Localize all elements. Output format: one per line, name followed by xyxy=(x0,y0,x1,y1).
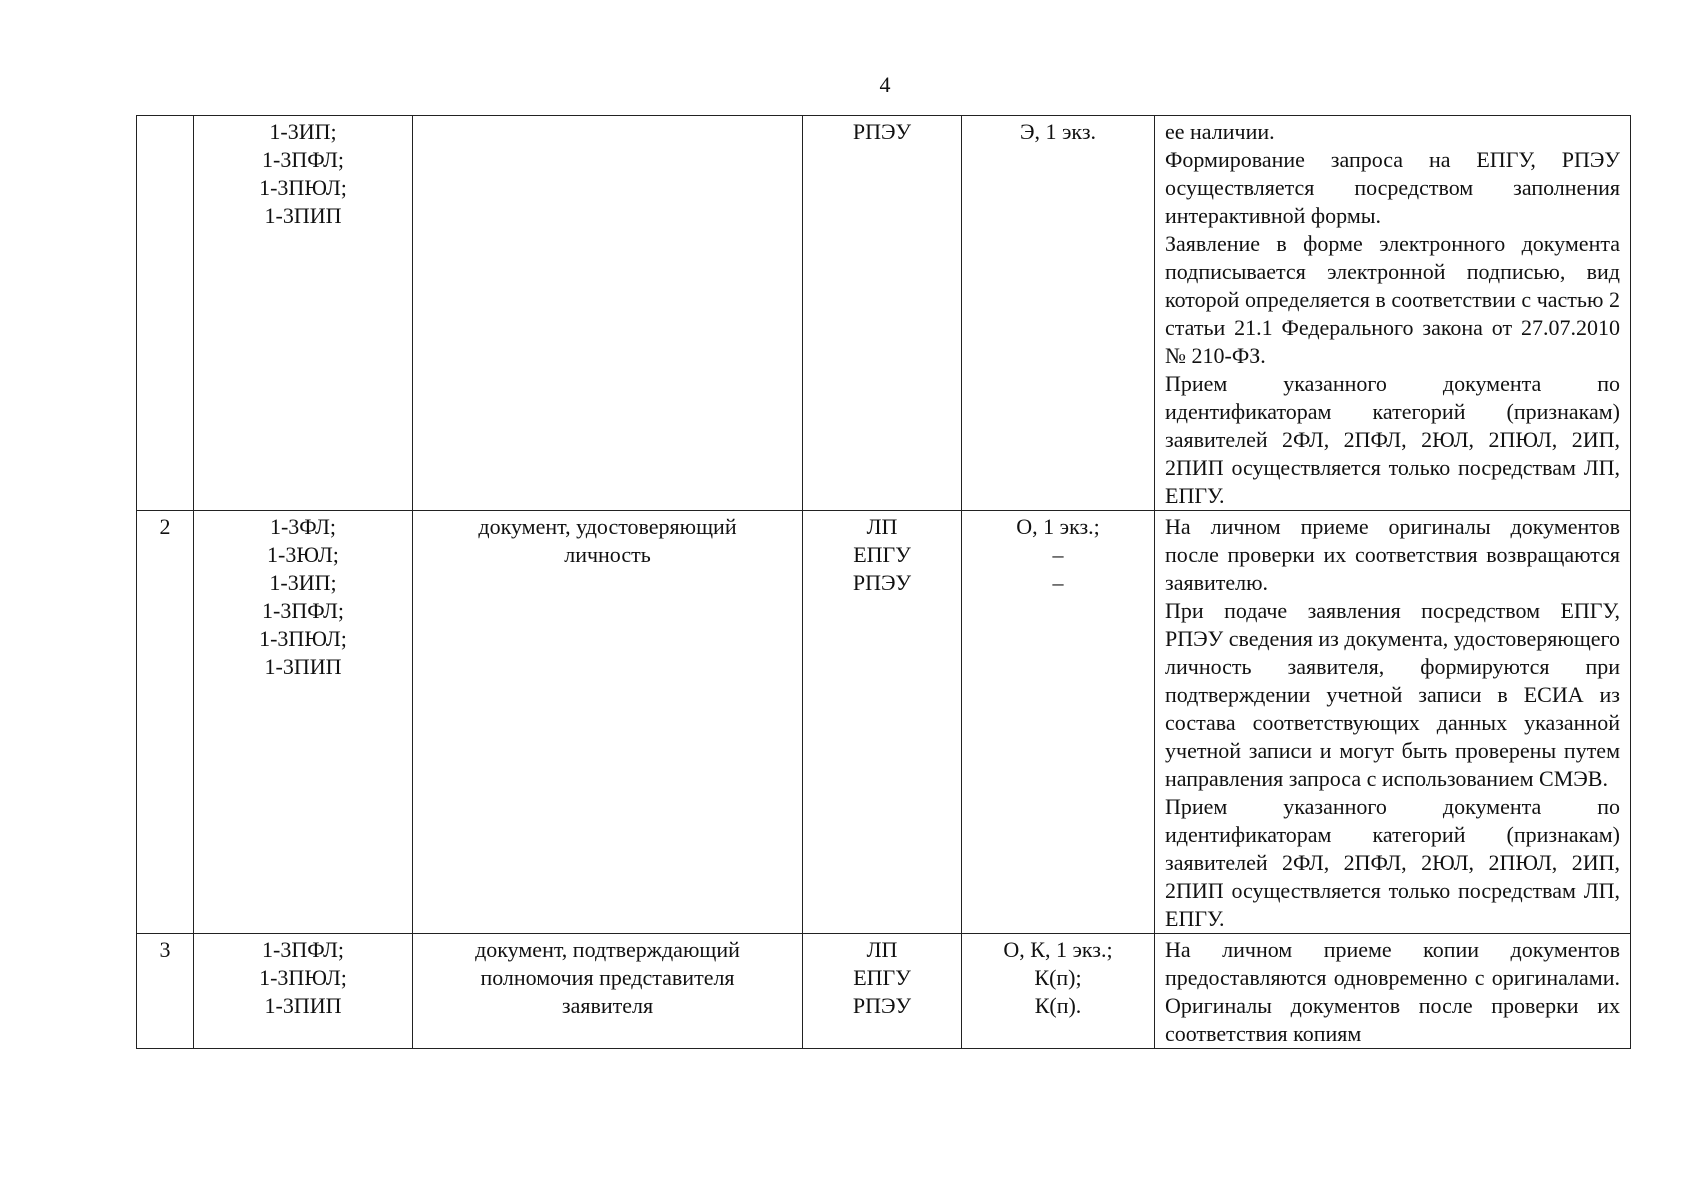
documents-table xyxy=(136,115,1631,1049)
note-paragraph: При подаче заявления посредством ЕПГУ, РПЭУ сведения из документа, удостоверяющего личность заявителя, формируются при подтверждении учетной записи в ЕСИА из состава соответствующих данных указанной учетной записи и могут быть проверены путем направления запроса с использованием СМЭВ. xyxy=(1165,598,1620,791)
note-paragraph: Заявление в форме электронного документа подписывается электронной подписью, вид которой определяется в соответствии с частью 2 статьи 21.1 Федерального закона от 27.07.2010 № 210-ФЗ. xyxy=(1165,231,1620,368)
category-code: 1-3ПИП xyxy=(264,993,342,1018)
document-form: К(п). xyxy=(1034,993,1082,1018)
methods-cell xyxy=(803,511,962,934)
document-name: заявителя xyxy=(561,993,654,1018)
note-paragraph: Формирование запроса на ЕПГУ, РПЭУ осуществляется посредством заполнения интерактивной формы. xyxy=(1165,147,1620,228)
note-paragraph: Прием указанного документа по идентификаторам категорий (признакам) заявителей 2ФЛ, 2ПФЛ, 2ЮЛ, 2ПЮЛ, 2ИП, 2ПИП осуществляется только посредствам ЛП, ЕПГУ. xyxy=(1165,371,1620,508)
document-name: документ, подтверждающий xyxy=(475,937,740,962)
category-code: 1-3ПИП xyxy=(264,203,342,228)
submission-method: РПЭУ xyxy=(852,119,912,144)
methods-cell xyxy=(803,934,962,1049)
category-code: 1-3ИП; xyxy=(269,119,337,144)
note-paragraph: Прием указанного документа по идентификаторам категорий (признакам) заявителей 2ФЛ, 2ПФЛ, 2ЮЛ, 2ПЮЛ, 2ИП, 2ПИП осуществляется только посредствам ЛП, ЕПГУ. xyxy=(1165,794,1620,931)
category-code: 1-3ФЛ; xyxy=(269,514,337,539)
category-code: 1-3ПФЛ; xyxy=(262,147,344,172)
table-row xyxy=(137,116,1631,511)
form-cell xyxy=(962,934,1155,1049)
submission-method: ЛП xyxy=(866,937,898,962)
document-cell xyxy=(413,116,803,511)
document-cell xyxy=(413,511,803,934)
note-paragraph: На личном приеме копии документов предоставляются одновременно с оригиналами. Оригиналы документов после проверки их соответствия копиям xyxy=(1165,937,1620,1046)
row-number-cell xyxy=(137,116,194,511)
category-code: 1-3ПФЛ; xyxy=(262,937,344,962)
category-code: 1-3ПЮЛ; xyxy=(259,965,347,990)
submission-method: ЕПГУ xyxy=(853,542,911,567)
document-name: документ, удостоверяющий xyxy=(478,514,737,539)
submission-method: ЛП xyxy=(866,514,898,539)
document-cell xyxy=(413,934,803,1049)
form-cell xyxy=(962,511,1155,934)
page-number: 4 xyxy=(879,72,891,97)
document-name: личность xyxy=(564,542,651,567)
document-form: Э, 1 экз. xyxy=(1019,119,1097,144)
notes-cell xyxy=(1155,511,1631,934)
methods-cell xyxy=(803,116,962,511)
category-code: 1-3ПЮЛ; xyxy=(259,626,347,651)
notes-cell xyxy=(1155,116,1631,511)
categories-cell xyxy=(194,934,413,1049)
category-code: 1-3ПЮЛ; xyxy=(259,175,347,200)
document-form: – xyxy=(1052,570,1064,595)
row-number-cell xyxy=(137,934,194,1049)
document-form: – xyxy=(1052,542,1064,567)
submission-method: ЕПГУ xyxy=(853,965,911,990)
document-form: К(п); xyxy=(1034,965,1082,990)
categories-cell xyxy=(194,511,413,934)
row-number: 3 xyxy=(159,937,171,962)
submission-method: РПЭУ xyxy=(852,993,912,1018)
document-name: полномочия представителя xyxy=(480,965,735,990)
row-number: 2 xyxy=(159,514,171,539)
form-cell xyxy=(962,116,1155,511)
document-form: О, К, 1 экз.; xyxy=(1003,937,1113,962)
category-code: 1-3ПИП xyxy=(264,654,342,679)
category-code: 1-3ЮЛ; xyxy=(267,542,339,567)
submission-method: РПЭУ xyxy=(852,570,912,595)
category-code: 1-3ПФЛ; xyxy=(262,598,344,623)
categories-cell xyxy=(194,116,413,511)
table-row xyxy=(137,934,1631,1049)
notes-cell xyxy=(1155,934,1631,1049)
category-code: 1-3ИП; xyxy=(269,570,337,595)
note-paragraph: На личном приеме оригиналы документов после проверки их соответствия возвращаются заявителю. xyxy=(1165,514,1620,595)
document-form: О, 1 экз.; xyxy=(1016,514,1100,539)
note-paragraph: ее наличии. xyxy=(1165,119,1275,144)
row-number-cell xyxy=(137,511,194,934)
table-row xyxy=(137,511,1631,934)
